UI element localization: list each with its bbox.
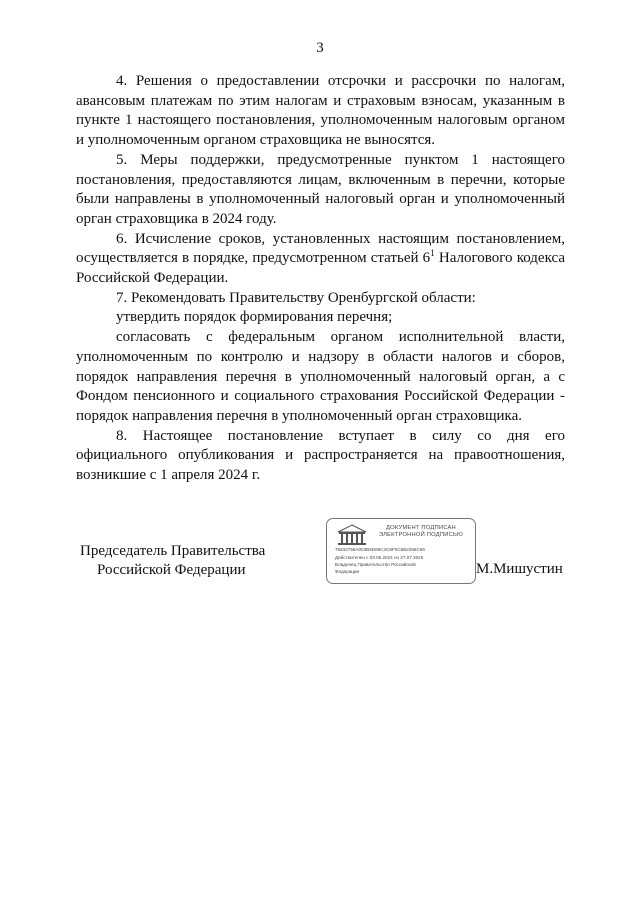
- electronic-signature-stamp: [326, 518, 476, 584]
- paragraph-6: [76, 230, 565, 289]
- stamp-title-line-2: ЭЛЕКТРОННОЙ ПОДПИСЬЮ: [378, 532, 464, 538]
- signer-position-line-2: Российской Федерации: [97, 562, 246, 578]
- document-body: [76, 72, 565, 486]
- stamp-title-line-1: ДОКУМЕНТ ПОДПИСАН: [386, 525, 456, 531]
- stamp-certificate: 75832768A003B5D69C3C8F0C6B2256C66: [335, 547, 425, 552]
- signer-position-line-1: Председатель Правительства: [80, 543, 266, 559]
- paragraph-7-item-b: согласовать с федеральным органом исполнительной власти, уполномоченным по контролю и надзору в области налогов и сборов, порядок направления перечня в уполномоченный налоговый орган, а с Фондом пенсионного и социального страхования Российской Федерации - порядок направления перечня в уполномоченный орган страховщика.: [76, 329, 565, 424]
- government-building-icon: [337, 524, 367, 546]
- paragraph-6-text: 6. Исчисление сроков, установленных настоящим постановлением, осуществляется в порядке, предусмотренном статьей 6: [76, 230, 565, 267]
- paragraph-7: 7. Рекомендовать Правительству Оренбургской области:: [116, 289, 476, 306]
- article-superscript: 1: [430, 248, 435, 259]
- paragraph-6-text-end: Налогового кодекса Российской Федерации.: [76, 250, 565, 287]
- paragraph-7-item-a: утвердить порядок формирования перечня;: [116, 309, 393, 326]
- paragraph-5: 5. Меры поддержки, предусмотренные пунктом 1 настоящего постановления, предоставляются лицам, включенным в перечни, которые были направлены в уполномоченный налоговый орган и уполномоченный орган страховщика в 2024 году.: [76, 151, 565, 227]
- stamp-owner-line-1: Владелец Правительство Российской: [335, 562, 416, 567]
- stamp-validity: Действителен с 03.06.2024 по 27.07.2025: [335, 555, 424, 560]
- signer-name: М.Мишустин: [476, 561, 563, 577]
- page-number: 3: [316, 40, 324, 56]
- stamp-title: [371, 525, 471, 539]
- paragraph-4: 4. Решения о предоставлении отсрочки и рассрочки по налогам, авансовым платежам по этим налогам и страховым взносам, указанным в пункте 1 настоящего постановления, уполномоченным налоговым органом и уполномоченным органом страховщика не выносятся.: [76, 73, 565, 149]
- stamp-owner-line-2: Федерации: [335, 569, 360, 574]
- signer-position: [80, 542, 265, 580]
- paragraph-8: 8. Настоящее постановление вступает в силу со дня его официального опубликования и распространяется на правоотношения, возникшие с 1 апреля 2024 г.: [76, 427, 565, 484]
